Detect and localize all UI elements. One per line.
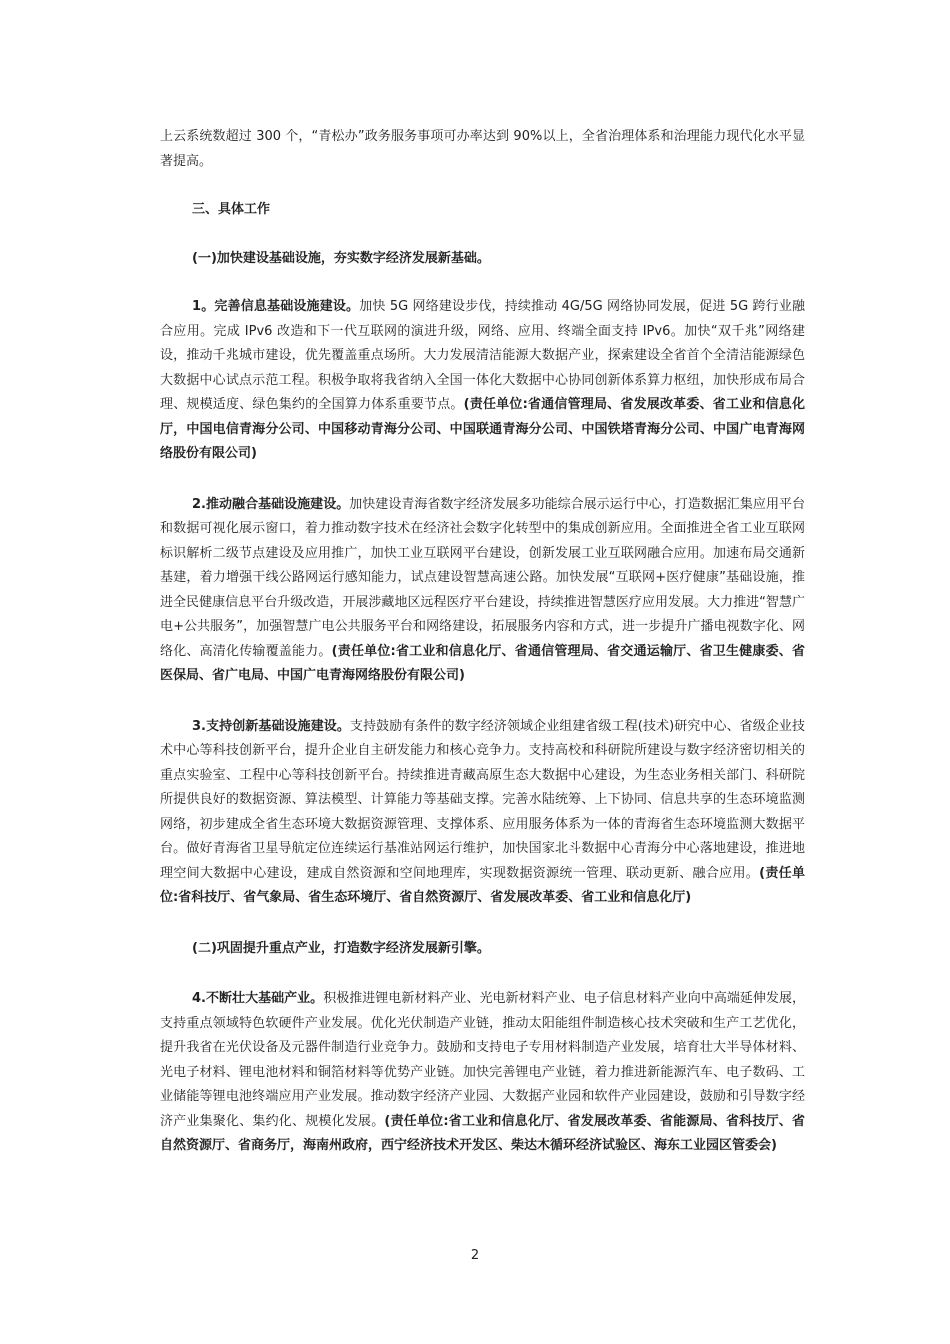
section-heading-3: 三、具体工作 [192, 202, 271, 217]
intro-paragraph: 上云系统数超过 300 个，“青松办”政务服务事项可办率达到 90%以上，全省治理体系和治理能力现代化水平显著提高。 [160, 129, 805, 169]
item-3-title: 3.支持创新基础设施建设。 [192, 718, 350, 734]
spacer [160, 911, 805, 937]
item-3-responsible: (责任单位:省科技厅、省气象局、省生态环境厅、省自然资源厅、省发展改革委、省工业和信息化厅) [160, 865, 805, 905]
item-4-title: 4.不断壮大基础产业。 [192, 991, 324, 1006]
item-2-body: 加快建设青海省数字经济发展多功能综合展示运行中心，打造数据汇集应用平台和数据可视化展示窗口，着力推动数字技术在经济社会数字化转型中的集成创新应用。全面推进全省工业互联网标识解析二级节点建设及应用推广，加快工业互联网平台建设，创新发展工业互联网融合应用。加速布局交通新基建，着力增强干线公路网运行感知能力，试点建设智慧高速公路。加快发展“互联网+医疗健康”基础设施，推进全民健康信息平台升级改造，开展涉藏地区远程医疗平台建设，持续推进智慧医疗应用发展。大力推进“智慧广电+公共服务”，加强智慧广电公共服务平台和网络建设，拓展服务内容和方式，进一步提升广播电视数字化、网络化、高清化传输覆盖能力。 [160, 496, 805, 659]
spacer [160, 174, 805, 198]
document-page [160, 125, 805, 1159]
item-3-body: 支持鼓励有条件的数字经济领域企业组建省级工程(技术)研究中心、省级企业技术中心等科技创新平台，提升企业自主研发能力和核心竞争力。支持高校和科研院所建设与数字经济密切相关的重点实验室、工程中心等科技创新平台。持续推进青藏高原生态大数据中心建设，为生态业务相关部门、科研院所提供良好的数据资源、算法模型、计算能力等基础支撑。完善水陆统筹、上下协同、信息共享的生态环境监测网络，初步建成全省生态环境大数据资源管理、支撑体系、应用服务体系为一体的青海省生态环境监测大数据平台。做好青海省卫星导航定位连续运行基准站网运行维护，加快国家北斗数据中心青海分中心落地建设，推进地理空间大数据中心建设，建成自然资源和空间地理库，实现数据资源统一管理、联动更新、融合应用。 [160, 718, 806, 881]
part-heading-1: (一)加快建设基础设施，夯实数字经济发展新基础。 [192, 250, 490, 266]
part-heading-2: (二)巩固提升重点产业，打造数字经济发展新引擎。 [192, 940, 490, 956]
item-2-title: 2.推动融合基础设施建设。 [192, 496, 350, 512]
item-2-paragraph [160, 493, 805, 689]
page-number: 2 [470, 1248, 480, 1263]
item-1-paragraph [160, 295, 805, 467]
item-1-responsible: (责任单位:省通信管理局、省发展改革委、省工业和信息化厅，中国电信青海分公司、中国移动青海分公司、中国联通青海分公司、中国铁塔青海分公司、中国广电青海网络股份有限公司) [160, 397, 805, 461]
spacer [160, 223, 805, 247]
item-3-paragraph [160, 715, 805, 911]
spacer [160, 689, 805, 715]
item-1-title: 1。完善信息基础设施建设。 [192, 299, 360, 314]
item-4-responsible: (责任单位:省工业和信息化厅、省发展改革委、省能源局、省科技厅、省自然资源厅、省商务厅，海南州政府，西宁经济技术开发区、柴达木循环经济试验区、海东工业园区管委会) [160, 1113, 805, 1153]
spacer [160, 467, 805, 493]
item-4-body: 积极推进锂电新材料产业、光电新材料产业、电子信息材料产业向中高端延伸发展，支持重点领域特色软硬件产业发展。优化光伏制造产业链，推动太阳能组件制造核心技术突破和生产工艺优化，提升我省在光伏设备及元器件制造行业竞争力。鼓励和支持电子专用材料制造产业发展，培育壮大半导体材料、光电子材料、锂电池材料和铜箔材料等优势产业链。加快完善锂电产业链，着力推进新能源汽车、电子数码、工业储能等锂电池终端应用产业发展。推动数字经济产业园、大数据产业园和软件产业园建设，鼓励和引导数字经济产业集聚化、集约化、规模化发展。 [160, 991, 805, 1129]
item-1-body: 加快 5G 网络建设步伐，持续推动 4G/5G 网络协同发展，促进 5G 跨行业融合应用。完成 IPv6 改造和下一代互联网的演进升级，网络、应用、终端全面支持 IPv6。加快“双千兆”网络建设，推动千兆城市建设，优先覆盖重点场所。大力发展清洁能源大数据产业，探索建设全省首个全清洁能源绿色大数据中心试点示范工程。积极争取将我省纳入全国一体化大数据中心协同创新体系算力枢纽，加快形成布局合理、规模适度、绿色集约的全国算力体系重要节点。 [160, 299, 805, 412]
spacer [160, 271, 805, 295]
item-2-responsible: (责任单位:省工业和信息化厅、省通信管理局、省交通运输厅、省卫生健康委、省医保局、省广电局、中国广电青海网络股份有限公司) [160, 643, 805, 683]
spacer [160, 961, 805, 987]
item-4-paragraph [160, 987, 805, 1159]
